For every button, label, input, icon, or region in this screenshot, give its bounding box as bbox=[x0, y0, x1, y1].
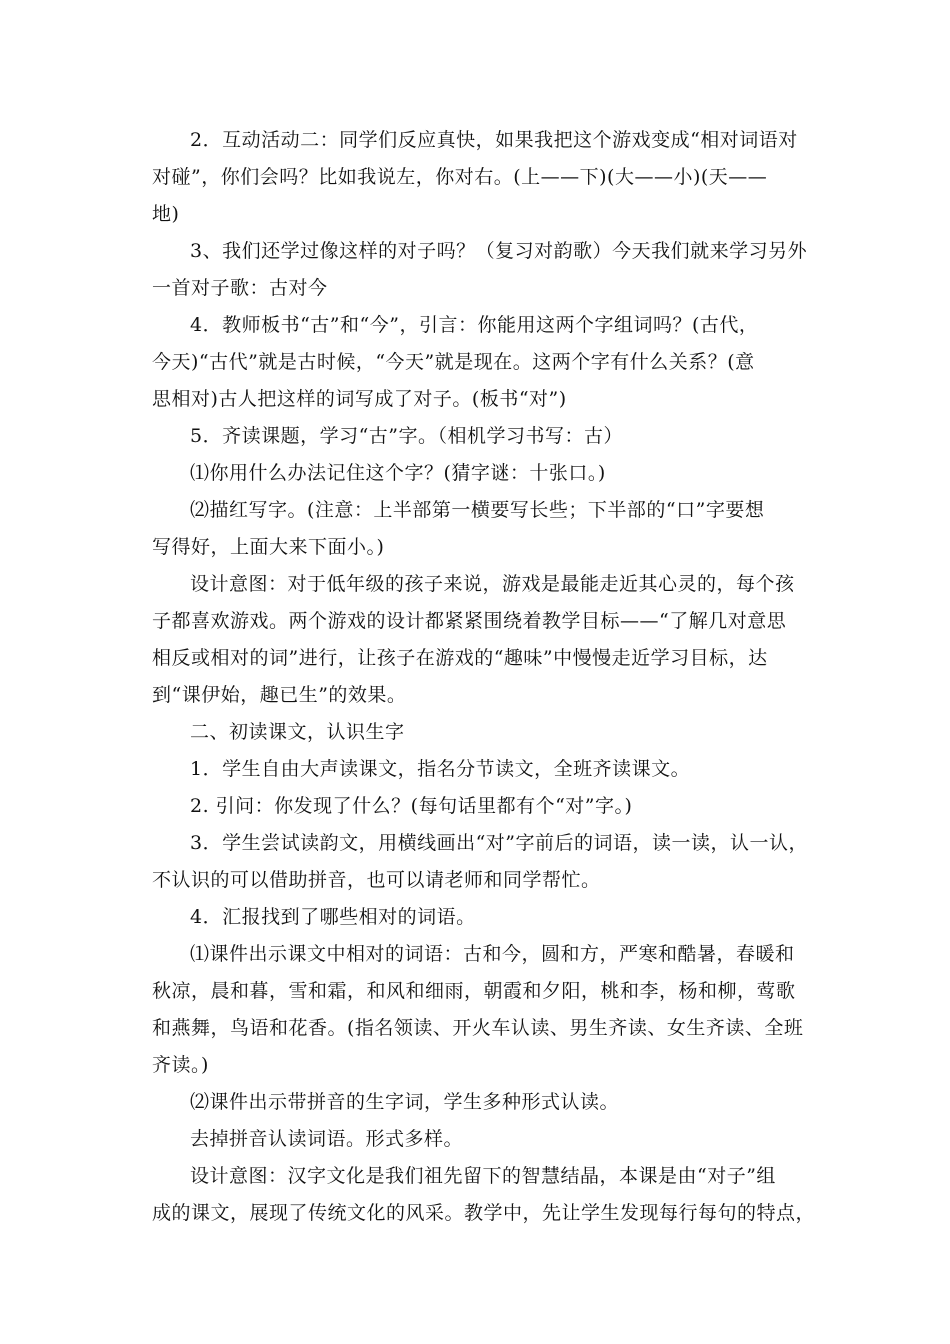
text-line: 2. 引问：你发现了什么？(每句话里都有个“对”字。) bbox=[190, 795, 633, 817]
text-line: ⑵描红写字。(注意：上半部第一横要写长些；下半部的“口”字要想 bbox=[190, 499, 765, 521]
text-line: 写得好，上面大来下面小。) bbox=[152, 536, 385, 558]
text-line: 今天)“古代”就是古时候，“今天”就是现在。这两个字有什么关系？(意 bbox=[152, 351, 755, 373]
text-line: 思相对)古人把这样的词写成了对子。(板书“对”) bbox=[152, 388, 567, 410]
text-line: 3．学生尝试读韵文，用横线画出“对”字前后的词语，读一读，认一认， bbox=[190, 832, 809, 854]
text-line: 到“课伊始，趣已生”的效果。 bbox=[152, 684, 407, 706]
text-line: 一首对子歌：古对今 bbox=[152, 277, 328, 299]
text-line: 成的课文，展现了传统文化的风采。教学中，先让学生发现每行每句的特点， bbox=[152, 1202, 816, 1224]
text-line: 地) bbox=[152, 203, 180, 225]
text-line: 相反或相对的词”进行，让孩子在游戏的“趣味”中慢慢走近学习目标，达 bbox=[152, 647, 768, 669]
text-line: 子都喜欢游戏。两个游戏的设计都紧紧围绕着教学目标——“了解几对意思 bbox=[152, 610, 787, 632]
text-line: 齐读。) bbox=[152, 1054, 209, 1076]
text-line: 去掉拼音认读词语。形式多样。 bbox=[190, 1128, 464, 1150]
text-line: 和燕舞，鸟语和花香。(指名领读、开火车认读、男生齐读、女生齐读、全班 bbox=[152, 1017, 804, 1039]
text-line: ⑴你用什么办法记住这个字？(猜字谜：十张口。) bbox=[190, 462, 606, 484]
text-line: 对碰”，你们会吗？比如我说左，你对右。(上——下)(大——小)(天—— bbox=[152, 166, 768, 188]
text-line: ⑴课件出示课文中相对的词语：古和今，圆和方，严寒和酷暑，春暖和 bbox=[190, 943, 795, 965]
section-heading: 二、初读课文，认识生字 bbox=[190, 721, 405, 743]
text-line: ⑵课件出示带拼音的生字词，学生多种形式认读。 bbox=[190, 1091, 620, 1113]
text-line: 3、我们还学过像这样的对子吗？（复习对韵歌）今天我们就来学习另外 bbox=[190, 240, 808, 262]
text-line: 秋凉，晨和暮，雪和霜，和风和细雨，朝霞和夕阳，桃和李，杨和柳，莺歌 bbox=[152, 980, 796, 1002]
text-line: 2．互动活动二：同学们反应真快，如果我把这个游戏变成“相对词语对 bbox=[190, 129, 798, 151]
text-line: 4．教师板书“古”和“今”，引言：你能用这两个字组词吗？(古代， bbox=[190, 314, 759, 336]
text-line: 设计意图：汉字文化是我们祖先留下的智慧结晶，本课是由“对子”组 bbox=[190, 1165, 776, 1187]
text-line: 4．汇报找到了哪些相对的词语。 bbox=[190, 906, 476, 928]
text-line: 不认识的可以借助拼音，也可以请老师和同学帮忙。 bbox=[152, 869, 601, 891]
text-line: 5．齐读课题，学习“古”字。（相机学习书写：古） bbox=[190, 425, 624, 447]
text-line: 设计意图：对于低年级的孩子来说，游戏是最能走近其心灵的，每个孩 bbox=[190, 573, 795, 595]
text-line: 1．学生自由大声读课文，指名分节读文，全班齐读课文。 bbox=[190, 758, 691, 780]
